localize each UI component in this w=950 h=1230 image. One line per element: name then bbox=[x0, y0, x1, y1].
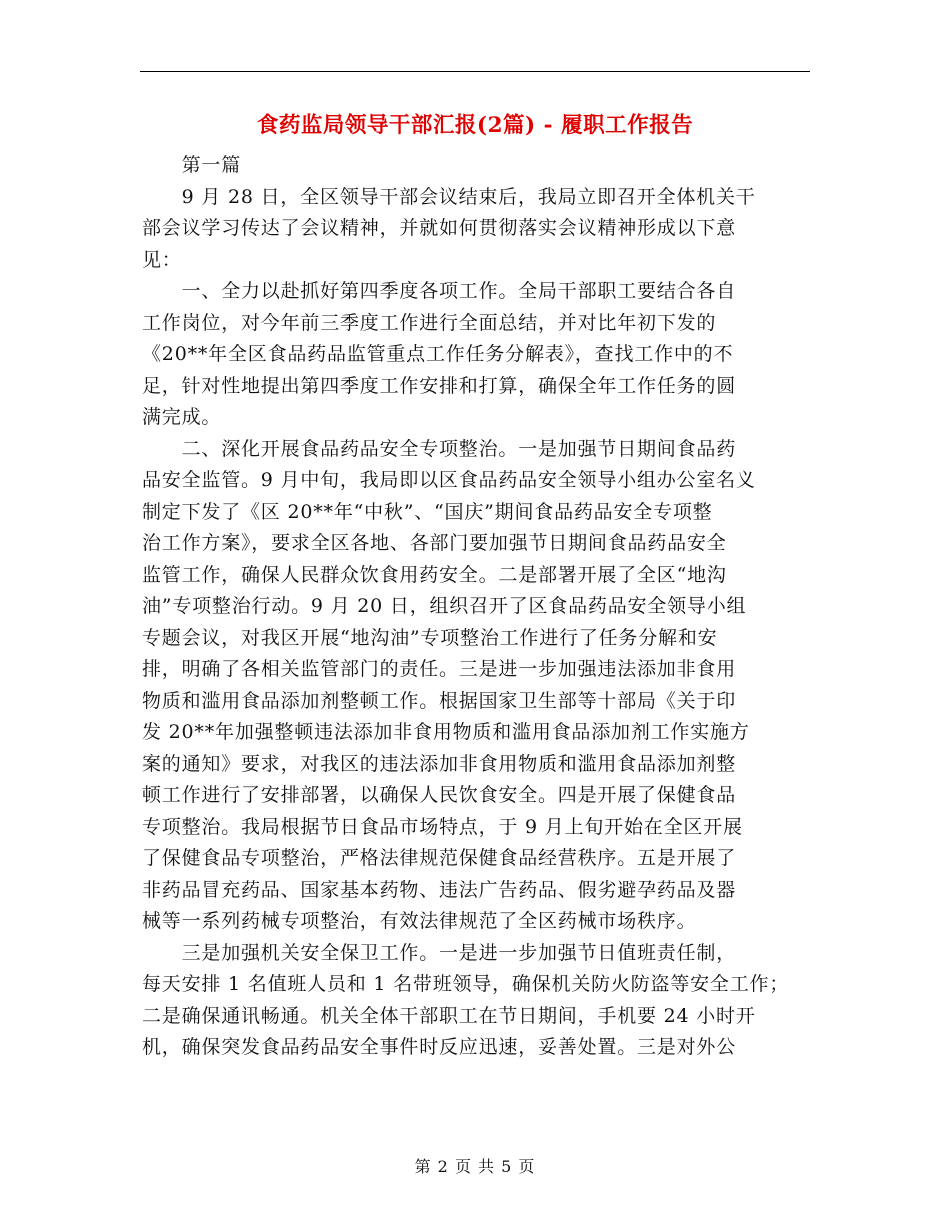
text-line: 品安全监管。9 月中旬，我局即以区食品药品安全领导小组办公室名义 bbox=[142, 469, 756, 491]
text-line: 非药品冒充药品、国家基本药物、违法广告药品、假劣避孕药品及器 bbox=[142, 878, 737, 901]
text-line: 制定下发了《区 20**年“中秋”、“国庆”期间食品药品安全专项整 bbox=[142, 500, 713, 523]
text-line: 每天安排 1 名值班人员和 1 名带班领导，确保机关防火防盗等安全工作； bbox=[142, 973, 790, 995]
text-line: 见： bbox=[142, 248, 182, 271]
text-line: 排，明确了各相关监管部门的责任。三是进一步加强违法添加非食用 bbox=[142, 658, 737, 680]
text-line: 专题会议，对我区开展“地沟油”专项整治工作进行了任务分解和安 bbox=[142, 626, 718, 649]
text-line: 满完成。 bbox=[142, 406, 222, 428]
header-rule bbox=[140, 71, 810, 72]
text-line: 案的通知》要求，对我区的违法添加非食用物质和滥用食品添加剂整 bbox=[142, 752, 737, 775]
text-line: 了保健食品专项整治，严格法律规范保健食品经营秩序。五是开展了 bbox=[142, 847, 737, 869]
page-footer: 第 2 页 共 5 页 bbox=[414, 1157, 536, 1176]
text-line: 专项整治。我局根据节日食品市场特点，于 9 月上旬开始在全区开展 bbox=[142, 815, 743, 838]
text-line: 监管工作，确保人民群众饮食用药安全。二是部署开展了全区“地沟 bbox=[142, 563, 727, 586]
text-line: 机，确保突发食品药品安全事件时反应迅速，妥善处置。三是对外公 bbox=[142, 1036, 737, 1058]
text-line: 物质和滥用食品添加剂整顿工作。根据国家卫生部等十部局《关于印 bbox=[142, 689, 737, 712]
text-line: 治工作方案》，要求全区各地、各部门要加强节日期间食品药品安全 bbox=[142, 532, 727, 554]
text-line: 油”专项整治行动。9 月 20 日，组织召开了区食品药品安全领导小组 bbox=[142, 595, 747, 617]
document-body bbox=[142, 150, 814, 1064]
text-line: 二、深化开展食品药品安全专项整治。一是加强节日期间食品药 bbox=[142, 437, 737, 460]
document-title: 食药监局领导干部汇报(2篇) - 履职工作报告 bbox=[256, 113, 694, 138]
text-line: 顿工作进行了安排部署，以确保人民饮食安全。四是开展了保健食品 bbox=[142, 784, 737, 806]
text-line: 《20**年全区食品药品监管重点工作任务分解表》，查找工作中的不 bbox=[142, 343, 734, 365]
text-line: 足，针对性地提出第四季度工作安排和打算，确保全年工作任务的圆 bbox=[142, 374, 737, 397]
text-line: 发 20**年加强整顿违法添加非食用物质和滥用食品添加剂工作实施方 bbox=[142, 721, 750, 743]
text-line: 一、全力以赴抓好第四季度各项工作。全局干部职工要结合各自 bbox=[142, 280, 737, 302]
text-line: 三是加强机关安全保卫工作。一是进一步加强节日值班责任制， bbox=[142, 941, 737, 964]
text-line: 部会议学习传达了会议精神，并就如何贯彻落实会议精神形成以下意 bbox=[142, 217, 737, 239]
text-line: 二是确保通讯畅通。机关全体干部职工在节日期间，手机要 24 小时开 bbox=[142, 1004, 756, 1027]
text-line: 9 月 28 日，全区领导干部会议结束后，我局立即召开全体机关干 bbox=[142, 185, 756, 208]
text-line: 工作岗位，对今年前三季度工作进行全面总结，并对比年初下发的 bbox=[142, 311, 717, 334]
text-line: 械等一系列药械专项整治，有效法律规范了全区药械市场秩序。 bbox=[142, 910, 697, 932]
text-line: 第一篇 bbox=[142, 154, 242, 176]
